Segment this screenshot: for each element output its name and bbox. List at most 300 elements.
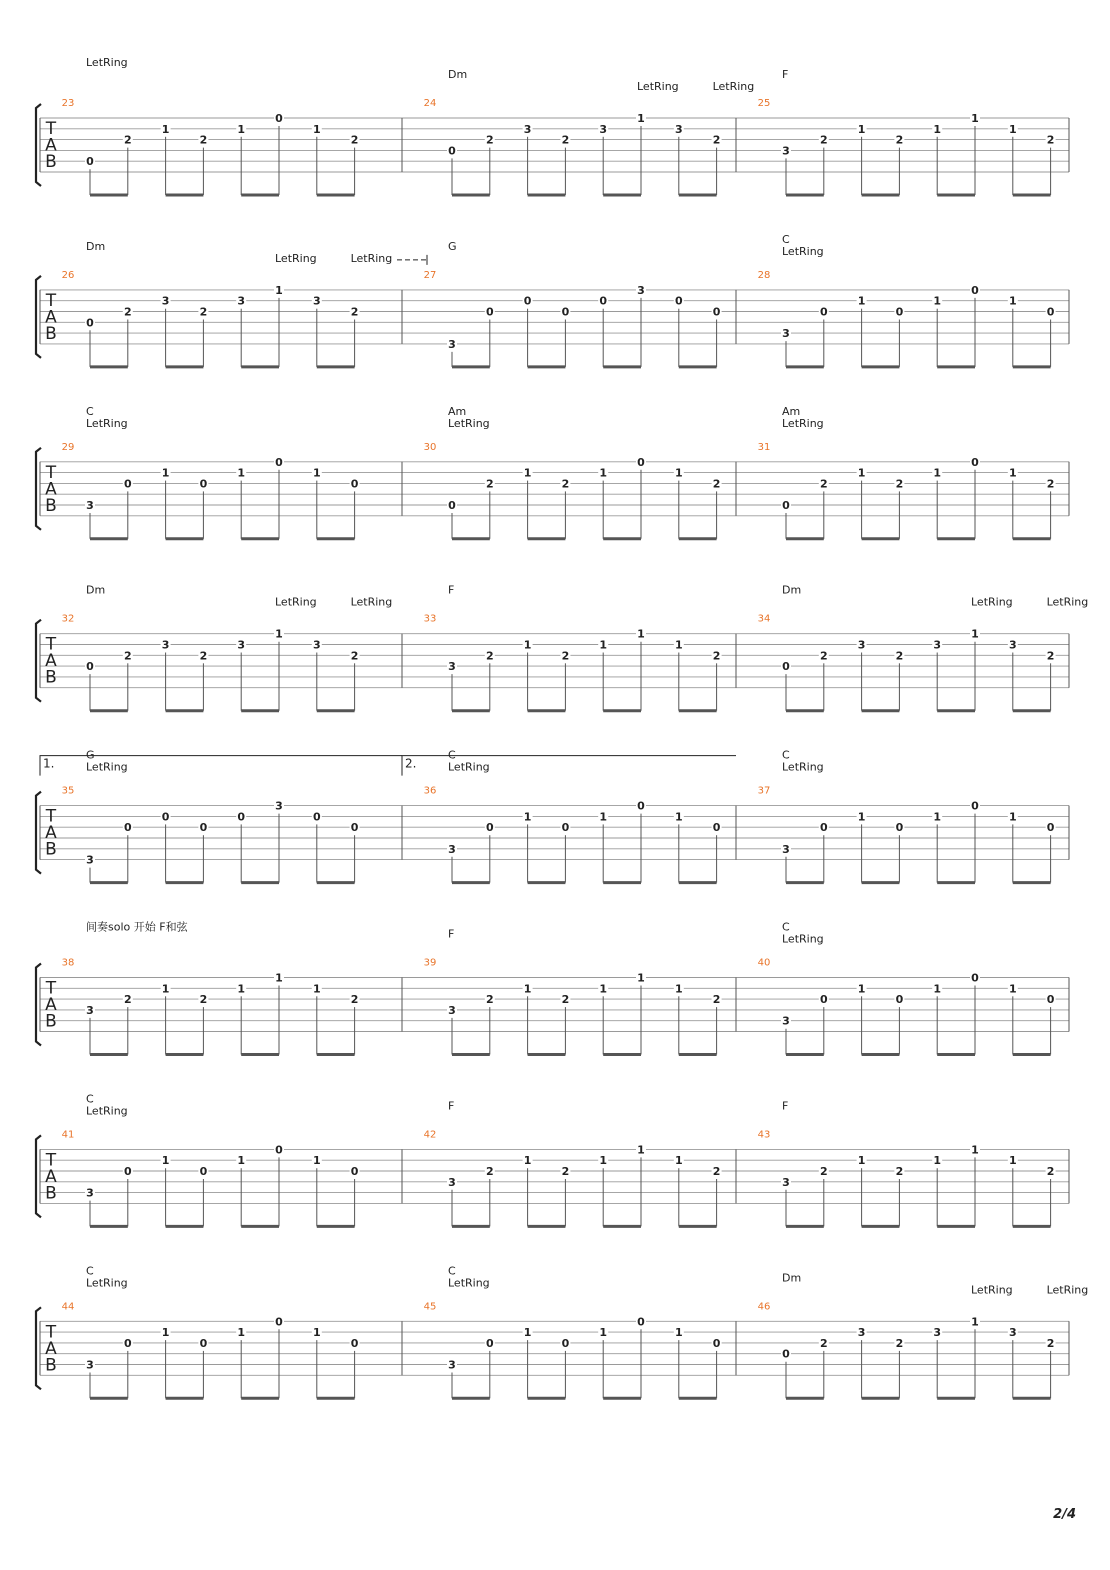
- tab-clef-letter: A: [45, 995, 57, 1015]
- fret-number: 0: [971, 971, 979, 985]
- tab-clef-letter: T: [45, 634, 57, 655]
- fret-number: 0: [275, 112, 283, 125]
- fret-number: 2: [123, 649, 132, 663]
- let-ring-label: LetRing: [275, 251, 317, 265]
- fret-number: 1: [971, 1143, 979, 1157]
- measure-number: 32: [61, 613, 75, 625]
- chord-name: C: [448, 748, 456, 762]
- fret-number: 0: [712, 305, 721, 319]
- fret-number: 0: [123, 1336, 132, 1350]
- measure: [758, 921, 1056, 1055]
- fret-number: 0: [350, 1165, 359, 1178]
- measure-number: 45: [423, 1301, 437, 1313]
- let-ring-label: LetRing: [1046, 595, 1089, 609]
- fret-number: 0: [485, 821, 494, 835]
- fret-number: 0: [199, 821, 208, 835]
- tab-system: [36, 405, 1069, 539]
- let-ring-label: LetRing: [86, 1104, 128, 1118]
- fret-number: 3: [161, 638, 170, 652]
- fret-number: 1: [161, 122, 170, 136]
- fret-number: 0: [485, 1336, 494, 1350]
- fret-number: 3: [782, 1175, 790, 1189]
- fret-number: 1: [857, 294, 866, 308]
- fret-number: 1: [523, 466, 532, 480]
- fret-number: 0: [350, 1336, 359, 1350]
- fret-number: 2: [1046, 649, 1055, 663]
- fret-number: 0: [199, 1165, 208, 1178]
- fret-number: 3: [275, 799, 283, 813]
- measure-number: 41: [61, 1129, 75, 1141]
- fret-number: 1: [857, 982, 866, 996]
- let-ring-label: LetRing: [86, 56, 128, 69]
- fret-number: 2: [485, 477, 494, 491]
- measure: [758, 405, 1056, 539]
- fret-number: 1: [1008, 294, 1017, 308]
- fret-number: 1: [1008, 810, 1017, 824]
- fret-number: 0: [448, 499, 456, 512]
- fret-number: 1: [857, 810, 866, 824]
- fret-number: 2: [350, 133, 359, 147]
- fret-number: 1: [312, 466, 321, 480]
- measure: [62, 1092, 360, 1226]
- fret-number: 0: [819, 305, 828, 319]
- fret-number: 2: [561, 477, 570, 491]
- fret-number: 2: [1046, 1336, 1055, 1350]
- measure: [424, 405, 722, 539]
- let-ring-label: LetRing: [86, 1276, 128, 1290]
- fret-number: 2: [350, 305, 359, 319]
- fret-number: 1: [237, 1326, 246, 1340]
- measure-number: 43: [757, 1129, 771, 1141]
- fret-number: 1: [971, 1315, 979, 1329]
- fret-number: 2: [485, 133, 494, 147]
- fret-number: 1: [599, 1154, 608, 1168]
- tab-clef-letter: B: [45, 1011, 57, 1032]
- fret-number: 1: [523, 1326, 532, 1340]
- fret-number: 0: [237, 810, 246, 824]
- fret-number: 2: [1046, 133, 1055, 147]
- fret-number: 2: [895, 477, 904, 491]
- fret-number: 3: [448, 660, 456, 674]
- measure-number: 25: [757, 98, 771, 109]
- fret-number: 1: [674, 1154, 683, 1168]
- measure: [758, 68, 1056, 195]
- fret-number: 1: [857, 122, 866, 136]
- chord-name: F: [448, 927, 455, 941]
- fret-number: 3: [857, 638, 866, 652]
- tab-clef-letter: T: [45, 1322, 57, 1343]
- fret-number: 2: [819, 1165, 828, 1178]
- measure-number: 40: [757, 957, 771, 969]
- let-ring-label: LetRing: [782, 416, 824, 430]
- chord-name: C: [782, 920, 790, 934]
- fret-number: 1: [674, 982, 683, 996]
- fret-number: 1: [971, 627, 979, 641]
- fret-number: 1: [599, 810, 608, 824]
- fret-number: 3: [237, 638, 246, 652]
- chord-name: C: [782, 748, 790, 762]
- let-ring-label: LetRing: [448, 760, 490, 774]
- tab-clef-letter: T: [45, 1150, 57, 1171]
- fret-number: 2: [1046, 477, 1055, 491]
- tab-system: [36, 1092, 1069, 1226]
- chord-name: Dm: [86, 239, 106, 253]
- chord-name: F: [782, 1099, 789, 1113]
- fret-number: 3: [237, 294, 246, 308]
- let-ring-label: LetRing: [782, 760, 824, 774]
- fret-number: 0: [275, 455, 283, 469]
- fret-number: 3: [1008, 638, 1017, 652]
- fret-number: 1: [857, 466, 866, 480]
- measure: [402, 749, 736, 883]
- fret-number: 3: [448, 1358, 456, 1372]
- measure: [424, 240, 722, 367]
- let-ring-label: LetRing: [782, 932, 824, 946]
- tab-clef-letter: B: [45, 152, 57, 172]
- fret-number: 0: [637, 799, 645, 813]
- tab-clef-letter: A: [45, 651, 57, 672]
- fret-number: 0: [275, 1315, 283, 1329]
- fret-number: 1: [523, 982, 532, 996]
- measure: [758, 1099, 1056, 1226]
- fret-number: 0: [637, 1315, 645, 1329]
- fret-number: 2: [895, 1165, 904, 1178]
- fret-number: 1: [971, 112, 979, 125]
- chord-name: Am: [782, 404, 801, 418]
- fret-number: 3: [86, 853, 94, 867]
- tab-system: [36, 1264, 1088, 1398]
- measure-number: 24: [423, 98, 437, 109]
- let-ring-label: LetRing: [350, 251, 393, 265]
- fret-number: 0: [895, 993, 904, 1007]
- fret-number: 1: [933, 122, 942, 136]
- let-ring-label: LetRing: [86, 760, 128, 774]
- let-ring-label: LetRing: [971, 1283, 1013, 1297]
- fret-number: 1: [857, 1154, 866, 1168]
- fret-number: 1: [637, 112, 645, 125]
- tab-system: [36, 56, 1069, 195]
- fret-number: 1: [161, 1326, 170, 1340]
- fret-number: 2: [819, 133, 828, 147]
- fret-number: 0: [86, 155, 94, 169]
- fret-number: 1: [237, 982, 246, 996]
- fret-number: 3: [857, 1326, 866, 1340]
- fret-number: 0: [819, 993, 828, 1007]
- tab-clef-letter: A: [45, 479, 57, 500]
- fret-number: 2: [712, 133, 721, 147]
- fret-number: 2: [819, 649, 828, 663]
- fret-number: 2: [895, 133, 904, 147]
- chord-name: F: [448, 583, 455, 597]
- fret-number: 3: [86, 1003, 94, 1017]
- tab-system: [36, 749, 1069, 883]
- fret-number: 0: [1046, 821, 1055, 835]
- fret-number: 0: [561, 305, 570, 319]
- tab-clef-letter: A: [45, 823, 57, 844]
- fret-number: 0: [350, 477, 359, 491]
- fret-number: 2: [561, 993, 570, 1007]
- fret-number: 3: [599, 122, 608, 136]
- fret-number: 2: [485, 993, 494, 1007]
- fret-number: 0: [561, 1336, 570, 1350]
- section-text: 间奏solo 开始 F和弦: [86, 920, 188, 934]
- chord-name: C: [86, 1092, 94, 1106]
- fret-number: 1: [933, 982, 942, 996]
- measure: [62, 240, 393, 367]
- fret-number: 3: [86, 1358, 94, 1372]
- fret-number: 0: [599, 294, 608, 308]
- fret-number: 0: [712, 1336, 721, 1350]
- fret-number: 3: [312, 638, 321, 652]
- fret-number: 1: [523, 638, 532, 652]
- chord-name: Dm: [782, 583, 802, 597]
- chord-name: Dm: [86, 583, 106, 597]
- measure-number: 30: [423, 441, 437, 453]
- measure-number: 46: [757, 1301, 771, 1313]
- measure: [424, 1264, 722, 1398]
- fret-number: 3: [1008, 1326, 1017, 1340]
- volta-number: 2.: [405, 756, 417, 771]
- chord-name: C: [448, 1264, 456, 1278]
- fret-number: 1: [637, 971, 645, 985]
- fret-number: 0: [674, 294, 683, 308]
- fret-number: 1: [237, 466, 246, 480]
- fret-number: 1: [523, 1154, 532, 1168]
- page-number: 2/4: [1053, 1507, 1076, 1522]
- let-ring-label: LetRing: [448, 416, 490, 430]
- tab-clef-letter: T: [45, 806, 57, 827]
- fret-number: 3: [86, 499, 94, 512]
- fret-number: 2: [819, 1336, 828, 1350]
- chord-name: C: [86, 1264, 94, 1278]
- fret-number: 2: [895, 1336, 904, 1350]
- tab-clef-letter: A: [45, 307, 57, 328]
- fret-number: 1: [933, 1154, 942, 1168]
- fret-number: 3: [933, 638, 942, 652]
- fret-number: 2: [123, 993, 132, 1007]
- fret-number: 0: [712, 821, 721, 835]
- fret-number: 0: [561, 821, 570, 835]
- fret-number: 2: [350, 993, 359, 1007]
- measure-number: 44: [61, 1301, 75, 1313]
- chord-name: Dm: [448, 68, 468, 81]
- measure: [40, 749, 402, 883]
- measure: [62, 920, 360, 1055]
- fret-number: 0: [86, 660, 94, 674]
- measure-number: 37: [757, 785, 771, 797]
- fret-number: 0: [523, 294, 532, 308]
- chord-name: C: [782, 232, 790, 246]
- chord-name: G: [448, 239, 457, 253]
- fret-number: 3: [448, 1003, 456, 1017]
- tab-clef-letter: B: [45, 323, 57, 344]
- let-ring-label: LetRing: [86, 416, 128, 430]
- fret-number: 2: [561, 1165, 570, 1178]
- fret-number: 0: [819, 821, 828, 835]
- tab-clef-letter: A: [45, 1338, 57, 1359]
- measure-number: 39: [423, 957, 437, 969]
- fret-number: 0: [448, 144, 456, 158]
- measure-number: 34: [757, 613, 771, 625]
- fret-number: 1: [312, 1154, 321, 1168]
- measure-number: 27: [423, 269, 437, 281]
- fret-number: 0: [123, 821, 132, 835]
- fret-number: 0: [637, 455, 645, 469]
- fret-number: 1: [674, 1326, 683, 1340]
- fret-number: 3: [782, 144, 790, 158]
- measure-number: 31: [757, 441, 771, 453]
- fret-number: 1: [237, 1154, 246, 1168]
- measure: [62, 56, 360, 195]
- chord-name: Am: [448, 404, 467, 418]
- fret-number: 1: [637, 627, 645, 641]
- measure: [424, 584, 722, 711]
- measure: [62, 405, 360, 539]
- measure: [62, 584, 393, 711]
- volta-number: 1.: [43, 756, 55, 771]
- tab-clef-letter: B: [45, 1355, 57, 1376]
- fret-number: 0: [971, 455, 979, 469]
- fret-number: 2: [350, 649, 359, 663]
- fret-number: 3: [448, 337, 456, 351]
- tab-clef-letter: B: [45, 667, 57, 688]
- measure-number: 35: [61, 785, 75, 797]
- fret-number: 3: [933, 1326, 942, 1340]
- fret-number: 3: [782, 842, 790, 856]
- fret-number: 1: [312, 1326, 321, 1340]
- fret-number: 1: [674, 466, 683, 480]
- fret-number: 2: [199, 133, 208, 147]
- fret-number: 2: [485, 649, 494, 663]
- measure-number: 33: [423, 613, 437, 625]
- fret-number: 2: [712, 649, 721, 663]
- fret-number: 2: [561, 133, 570, 147]
- tab-clef-letter: A: [45, 1166, 57, 1187]
- measure: [62, 1264, 360, 1398]
- fret-number: 1: [275, 627, 283, 641]
- fret-number: 3: [637, 283, 645, 297]
- measure-number: 36: [423, 785, 437, 797]
- fret-number: 2: [712, 1165, 721, 1178]
- fret-number: 2: [123, 305, 132, 319]
- let-ring-label: LetRing: [448, 1276, 490, 1290]
- fret-number: 3: [674, 122, 683, 136]
- fret-number: 3: [312, 294, 321, 308]
- tab-system: [36, 584, 1088, 711]
- tab-clef-letter: B: [45, 839, 57, 860]
- fret-number: 2: [895, 649, 904, 663]
- fret-number: 1: [275, 283, 283, 297]
- chord-name: F: [782, 68, 789, 81]
- measure: [758, 1271, 1089, 1398]
- fret-number: 1: [523, 810, 532, 824]
- fret-number: 3: [161, 294, 170, 308]
- let-ring-label: LetRing: [350, 595, 393, 609]
- fret-number: 1: [275, 971, 283, 985]
- fret-number: 2: [199, 305, 208, 319]
- chord-name: Dm: [782, 1271, 802, 1285]
- fret-number: 1: [1008, 122, 1017, 136]
- fret-number: 2: [712, 477, 721, 491]
- fret-number: 1: [599, 982, 608, 996]
- fret-number: 0: [782, 499, 790, 512]
- fret-number: 0: [971, 283, 979, 297]
- fret-number: 1: [599, 638, 608, 652]
- measure: [758, 584, 1089, 711]
- fret-number: 0: [971, 799, 979, 813]
- fret-number: 1: [933, 810, 942, 824]
- tab-system: [36, 920, 1069, 1055]
- fret-number: 2: [561, 649, 570, 663]
- fret-number: 1: [161, 466, 170, 480]
- let-ring-label: LetRing: [782, 244, 824, 258]
- fret-number: 1: [637, 1143, 645, 1157]
- fret-number: 2: [1046, 1165, 1055, 1178]
- fret-number: 3: [782, 327, 790, 341]
- fret-number: 2: [123, 133, 132, 147]
- tab-clef-letter: A: [45, 135, 57, 156]
- fret-number: 1: [161, 1154, 170, 1168]
- fret-number: 0: [1046, 993, 1055, 1007]
- fret-number: 1: [933, 466, 942, 480]
- tab-clef-letter: B: [45, 495, 57, 516]
- fret-number: 0: [485, 305, 494, 319]
- fret-number: 1: [674, 810, 683, 824]
- measure-number: 23: [61, 98, 75, 109]
- measure-number: 28: [757, 269, 771, 281]
- fret-number: 0: [782, 660, 790, 674]
- measure-number: 29: [61, 441, 75, 453]
- fret-number: 0: [895, 305, 904, 319]
- chord-name: C: [86, 404, 94, 418]
- fret-number: 0: [275, 1143, 283, 1157]
- fret-number: 1: [674, 638, 683, 652]
- fret-number: 1: [1008, 1154, 1017, 1168]
- fret-number: 0: [123, 477, 132, 491]
- measure-number: 26: [61, 269, 75, 281]
- fret-number: 1: [933, 294, 942, 308]
- tab-clef-letter: T: [45, 119, 57, 139]
- fret-number: 2: [819, 477, 828, 491]
- fret-number: 1: [599, 1326, 608, 1340]
- fret-number: 0: [350, 821, 359, 835]
- chord-name: G: [86, 748, 95, 762]
- measure-number: 42: [423, 1129, 437, 1141]
- fret-number: 0: [1046, 305, 1055, 319]
- fret-number: 0: [895, 821, 904, 835]
- let-ring-label: LetRing: [637, 80, 679, 93]
- fret-number: 0: [86, 316, 94, 330]
- fret-number: 3: [782, 1014, 790, 1028]
- fret-number: 1: [161, 982, 170, 996]
- fret-number: 1: [312, 122, 321, 136]
- chord-name: F: [448, 1099, 455, 1113]
- measure: [758, 233, 1056, 367]
- fret-number: 1: [237, 122, 246, 136]
- fret-number: 1: [1008, 466, 1017, 480]
- fret-number: 3: [448, 842, 456, 856]
- let-ring-label: LetRing: [1046, 1283, 1089, 1297]
- fret-number: 0: [123, 1165, 132, 1178]
- fret-number: 0: [199, 477, 208, 491]
- tab-clef-letter: T: [45, 290, 57, 311]
- fret-number: 0: [199, 1336, 208, 1350]
- fret-number: 0: [312, 810, 321, 824]
- fret-number: 0: [161, 810, 170, 824]
- fret-number: 0: [782, 1347, 790, 1361]
- fret-number: 2: [199, 649, 208, 663]
- measure: [424, 1099, 722, 1226]
